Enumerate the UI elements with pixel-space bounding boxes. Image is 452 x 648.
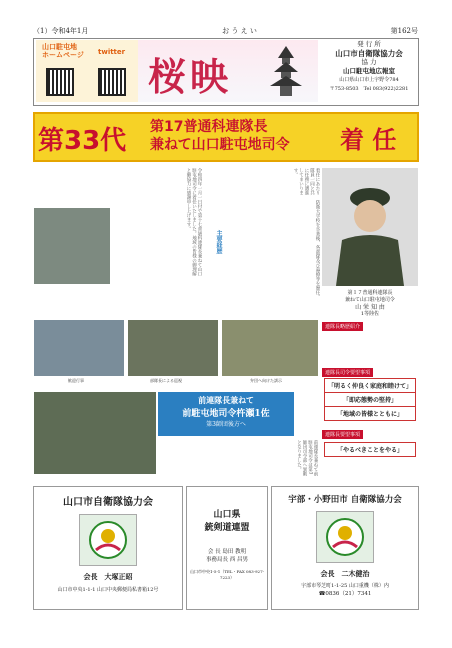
ad-ube-addr: 宇部市琴芝町1-1-25 山口重機（株）内 bbox=[301, 583, 389, 589]
portrait-caption-2: 兼ねて山口駐屯地司令 bbox=[345, 297, 395, 303]
headline-title-line1: 第17普通科連隊長 bbox=[150, 119, 268, 135]
ad-ube-name: 二木健治 bbox=[341, 570, 370, 578]
ad-ube-tel: ☎0836（21）7341 bbox=[318, 591, 372, 597]
ad-bayonet-row1 bbox=[187, 547, 267, 555]
ad-bayonet bbox=[186, 486, 268, 610]
career-subhead: 主要経歴 bbox=[215, 230, 222, 254]
portrait-caption-1: 第１７普通科連隊長 bbox=[347, 290, 393, 296]
commander-name: 山 栄 知 由 bbox=[355, 304, 385, 311]
emblem-icon bbox=[316, 511, 374, 563]
officer-portrait-icon bbox=[322, 168, 418, 286]
address-photo bbox=[222, 320, 318, 376]
ad-bayonet-role1: 会 長 bbox=[207, 549, 221, 555]
homepage-link[interactable]: 山口駐屯地 ホームページ bbox=[42, 43, 84, 59]
issuer-label: 発 行 所 bbox=[357, 40, 381, 48]
article-text-4: 前連隊長兼ねて前駐屯地司令は第3師団司令部へ異動となりました。 bbox=[296, 440, 318, 476]
ad-ube-role: 会長 bbox=[320, 570, 335, 578]
issue-number: 第162号 bbox=[390, 27, 418, 35]
article-text-3: 防衛大学校を卒業後、各部隊及び幕僚等を歴任。 bbox=[315, 200, 320, 299]
farewell-photo bbox=[34, 392, 156, 474]
publisher-info bbox=[320, 40, 418, 102]
address: 山口県山口市上宇野令784 bbox=[339, 77, 399, 83]
ad-bayonet-addr: 山口市中央1-5-1（TEL・FAX 083-927-7223） bbox=[190, 569, 264, 580]
twitter-link[interactable]: twitter bbox=[98, 48, 126, 56]
pagoda-icon bbox=[258, 44, 314, 100]
article-text-2: 着任にあたり隊員一同と共に任務に邁進してまいります。 bbox=[293, 168, 320, 195]
headline-generation: 第33代 bbox=[38, 126, 127, 156]
issue-date: （1）令和4年1月 bbox=[33, 27, 89, 35]
ad-ube-title: 宇部・小野田市 自衛隊協力会 bbox=[288, 495, 402, 505]
career-head: 連隊長略歴紹介 bbox=[322, 322, 363, 331]
farewell-banner bbox=[158, 392, 294, 436]
emblem-icon bbox=[79, 514, 137, 566]
ad-yamaguchi-role: 会長 bbox=[83, 573, 98, 581]
ad-ube-head bbox=[272, 569, 418, 579]
tel: 〒753-8503 Tel 083(922)2281 bbox=[329, 86, 409, 92]
coop: 山口駐屯地広報室 bbox=[343, 67, 395, 75]
logo-text: 桜映 bbox=[148, 54, 233, 99]
ad-bayonet-role2: 事務局長 bbox=[205, 557, 228, 563]
motto-head: 連隊長司令要望事項 bbox=[322, 368, 373, 377]
ceremony-photo bbox=[34, 320, 124, 376]
slogan-head: 連隊長要望事項 bbox=[322, 430, 363, 439]
headline-title bbox=[150, 118, 290, 154]
headline-appointed: 着 任 bbox=[340, 126, 397, 154]
address-caption: 弁団へ向けた訓示 bbox=[250, 378, 282, 383]
issuer: 山口市自衛隊協力会 bbox=[335, 49, 403, 58]
ad-yamaguchi-name: 大塚正昭 bbox=[104, 573, 133, 581]
ad-bayonet-name1: 島田 教明 bbox=[222, 549, 247, 555]
ad-yamaguchi-addr: 山口市中央1-1-1 山口中央郵便局私書箱12号 bbox=[57, 587, 159, 593]
motto-3: 「地域の皆様とともに」 bbox=[324, 406, 416, 421]
twitter-qr-icon bbox=[98, 68, 126, 96]
farewell-line-3: 第3師団後方へ bbox=[206, 421, 246, 428]
paper-name: お う え い bbox=[222, 27, 257, 35]
ad-ube bbox=[271, 486, 419, 610]
ceremony-caption: 歓迎行事 bbox=[68, 378, 84, 383]
ad-yamaguchi-head bbox=[34, 572, 182, 582]
commander-inspection-photo bbox=[34, 208, 110, 284]
logo bbox=[138, 40, 318, 102]
inspection-photo bbox=[128, 320, 218, 376]
inspection-caption: 部隊長による巡視 bbox=[150, 378, 182, 383]
farewell-line-2: 前駐屯地司令杵瀬1佐 bbox=[182, 409, 270, 419]
links-panel bbox=[36, 40, 138, 102]
ad-yamaguchi-title: 山口市自衛隊協力会 bbox=[63, 497, 153, 508]
commander-portrait-photo bbox=[322, 168, 418, 286]
homepage-qr-icon bbox=[46, 68, 74, 96]
ad-bayonet-name2: 西 昌男 bbox=[229, 557, 248, 563]
portrait-caption bbox=[322, 290, 418, 318]
motto-1: 「明るく仲良く家庭和睦けて」 bbox=[324, 378, 416, 393]
coop-label: 協 力 bbox=[361, 58, 377, 66]
ad-bayonet-title2: 銃剣道連盟 bbox=[204, 523, 250, 533]
headline-title-line2: 兼ねて山口駐屯地司令 bbox=[150, 137, 290, 153]
motto-2: 「即応態勢の堅持」 bbox=[324, 392, 416, 407]
ad-bayonet-title1: 山口県 bbox=[213, 510, 241, 520]
farewell-line-1: 前連隊長兼ねて bbox=[198, 395, 254, 405]
ad-yamaguchi bbox=[33, 486, 183, 610]
commander-rank: 1等陸佐 bbox=[360, 311, 380, 317]
slogan: 「やるべきことをやる」 bbox=[324, 442, 416, 457]
article-text-1: 令和四年一月一日付で第十七普通科連隊長兼ねて山口駐屯地司令に着任いたしました。地域の皆様の御理解と御協力に感謝申し上げます。 bbox=[186, 168, 202, 276]
page-header bbox=[33, 26, 418, 36]
ad-bayonet-row2 bbox=[187, 555, 267, 563]
